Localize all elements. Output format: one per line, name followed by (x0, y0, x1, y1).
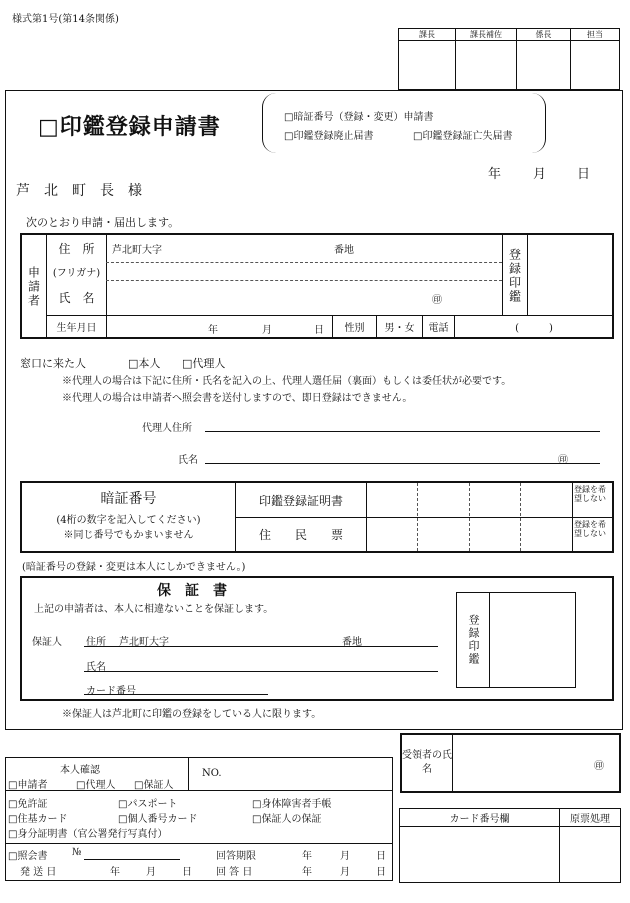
doc-guarantor-checkbox[interactable]: □保証人の保証 (252, 814, 322, 825)
birth-day[interactable]: 日 (314, 325, 324, 336)
applicant-seal-mark: ㊞ (432, 295, 442, 306)
send-day[interactable]: 日 (182, 867, 192, 878)
guarantor-seal-area[interactable] (491, 595, 573, 685)
receiver-name-field[interactable] (454, 737, 584, 789)
agent-address-field[interactable] (205, 418, 600, 432)
intro-text: 次のとおり申請・届出します。 (26, 216, 180, 229)
phone-label: 電話 (428, 323, 449, 334)
guarantee-box (20, 576, 614, 701)
approval-stamp-box (398, 28, 620, 90)
guarantor-banchi: 番地 (342, 637, 362, 648)
guarantor-name-line[interactable] (84, 659, 438, 672)
guarantor-card-line[interactable] (84, 682, 268, 695)
answer-month[interactable]: 月 (340, 867, 350, 878)
guarantee-text: 上記の申請者は、本人に相違ないことを保証します。 (34, 604, 274, 615)
card-original-box (399, 808, 621, 883)
guarantor-name-label: 氏名 (86, 662, 106, 673)
agent-name-label: 氏名 (178, 455, 198, 466)
phone-field[interactable]: ( ) (515, 323, 553, 334)
date-day[interactable]: 日 (577, 167, 591, 182)
birth-label: 生年月日 (56, 323, 97, 334)
agent-name-field[interactable] (205, 450, 600, 464)
addressee: 芦 北 町 長 様 (16, 183, 142, 199)
address-banchi: 番地 (334, 245, 354, 256)
guarantor-label: 保証人 (32, 637, 62, 648)
juminhyo-no-register-option[interactable]: 登録を希望しない (574, 520, 606, 538)
guarantor-seal-box (456, 592, 576, 688)
applicant-side-label: 申請者 (26, 266, 41, 308)
guarantor-address-line[interactable] (84, 634, 438, 647)
approval-header-tanto: 担当 (587, 30, 603, 39)
doc-license-checkbox[interactable]: □免許証 (8, 799, 48, 810)
window-label: 窓口に来た人 (20, 357, 86, 370)
send-date-label: 発 送 日 (20, 867, 57, 878)
name-label: 氏 名 (58, 291, 95, 305)
deadline-label: 回答期限 (216, 851, 256, 862)
answer-year[interactable]: 年 (302, 867, 312, 878)
pin-table (20, 481, 614, 553)
agent-seal-mark: ㊞ (558, 455, 568, 466)
original-processing-header: 原票処理 (570, 814, 610, 825)
agent-address-label: 代理人住所 (142, 423, 192, 434)
sex-label: 性別 (344, 323, 365, 334)
agent-note-2: ※代理人の場合は申請者へ照会書を送付しますので、即日登録はできません。 (62, 393, 413, 404)
guarantee-title: 保 証 書 (157, 583, 227, 599)
doc-juki-checkbox[interactable]: □住基カード (8, 814, 68, 825)
guarantor-seal-label: 登録印鑑 (467, 614, 480, 666)
inquiry-checkbox[interactable]: □照会書 (8, 851, 48, 862)
inquiry-no-field[interactable] (84, 847, 180, 860)
confirm-applicant-checkbox[interactable]: □申請者 (8, 780, 48, 791)
date-year[interactable]: 年 (488, 167, 502, 182)
address-label: 住 所 (58, 242, 95, 256)
agent-note-1: ※代理人の場合は下記に住所・氏名を記入の上、代理人選任届（裏面）もしくは委任状が必要です。 (62, 376, 512, 387)
pin-sub-1: (4桁の数字を記入してください) (56, 514, 201, 526)
deadline-year[interactable]: 年 (302, 851, 312, 862)
pin-note: (暗証番号の登録・変更は本人にしかできません。) (22, 562, 246, 573)
form-number: 様式第1号(第14条関係) (12, 14, 119, 25)
birth-year[interactable]: 年 (208, 325, 218, 336)
confirm-guarantor-checkbox[interactable]: □保証人 (134, 780, 174, 791)
original-processing-field[interactable] (562, 828, 618, 880)
doc-disability-checkbox[interactable]: □身体障害者手帳 (252, 799, 332, 810)
deadline-day[interactable]: 日 (376, 851, 386, 862)
answer-day[interactable]: 日 (376, 867, 386, 878)
birth-month[interactable]: 月 (262, 325, 272, 336)
confirm-agent-checkbox[interactable]: □代理人 (76, 780, 116, 791)
deadline-month[interactable]: 月 (340, 851, 350, 862)
office-use-box (5, 757, 393, 881)
send-year[interactable]: 年 (110, 867, 120, 878)
receiver-label: 受領者の氏名 (402, 750, 452, 775)
card-number-field[interactable] (402, 828, 557, 880)
guarantor-card-label: カード番号 (86, 686, 136, 697)
sex-value[interactable]: 男・女 (384, 323, 415, 334)
receiver-box (400, 733, 621, 793)
answer-date-label: 回 答 日 (216, 867, 253, 878)
registered-seal-label: 登録印鑑 (507, 248, 522, 304)
date-month[interactable]: 月 (533, 167, 547, 182)
option-pin-application[interactable]: □暗証番号（登録・変更）申請書 (284, 112, 434, 123)
approval-header-hosa: 課長補佐 (470, 30, 502, 39)
juminhyo-pin-field[interactable] (367, 518, 572, 551)
furigana-label: (フリガナ) (52, 267, 101, 279)
guarantor-address-label: 住所 (86, 637, 106, 648)
pin-sub-2: ※同じ番号でもかまいません (63, 529, 194, 541)
inquiry-no-label: № (72, 847, 82, 858)
receiver-seal-mark: ㊞ (594, 761, 604, 772)
options-bracket (262, 93, 546, 153)
pin-title: 暗証番号 (100, 491, 157, 507)
guarantor-address-value[interactable]: 芦北町大字 (119, 637, 169, 648)
option-loss[interactable]: □印鑑登録証亡失届書 (413, 131, 513, 142)
cert-no-register-option[interactable]: 登録を希望しない (574, 485, 606, 503)
cert-label: 印鑑登録証明書 (258, 493, 343, 508)
doc-passport-checkbox[interactable]: □パスポート (118, 799, 178, 810)
doc-id-cert-checkbox[interactable]: □身分証明書（官公署発行写真付） (8, 829, 168, 840)
window-self-checkbox[interactable]: □本人 (128, 357, 161, 370)
window-agent-checkbox[interactable]: □代理人 (182, 357, 226, 370)
approval-header-kacho: 課長 (419, 30, 435, 39)
send-month[interactable]: 月 (146, 867, 156, 878)
card-number-col-header: カード番号欄 (449, 814, 510, 825)
identity-confirm-label: 本人確認 (60, 765, 100, 776)
cert-pin-field[interactable] (367, 483, 572, 517)
registered-seal-area[interactable] (529, 237, 614, 313)
juminhyo-label: 住 民 票 (258, 528, 343, 542)
form-title[interactable]: □印鑑登録申請書 (38, 114, 221, 140)
address-value[interactable]: 芦北町大字 (112, 245, 162, 256)
doc-mynumber-checkbox[interactable]: □個人番号カード (118, 814, 198, 825)
option-abolition[interactable]: □印鑑登録廃止届書 (284, 131, 374, 142)
approval-header-kakaricho: 係長 (535, 30, 552, 39)
confirm-no-label: NO. (202, 768, 222, 779)
applicant-table (20, 233, 614, 339)
guarantor-note: ※保証人は芦北町に印鑑の登録をしている人に限ります。 (62, 709, 322, 720)
